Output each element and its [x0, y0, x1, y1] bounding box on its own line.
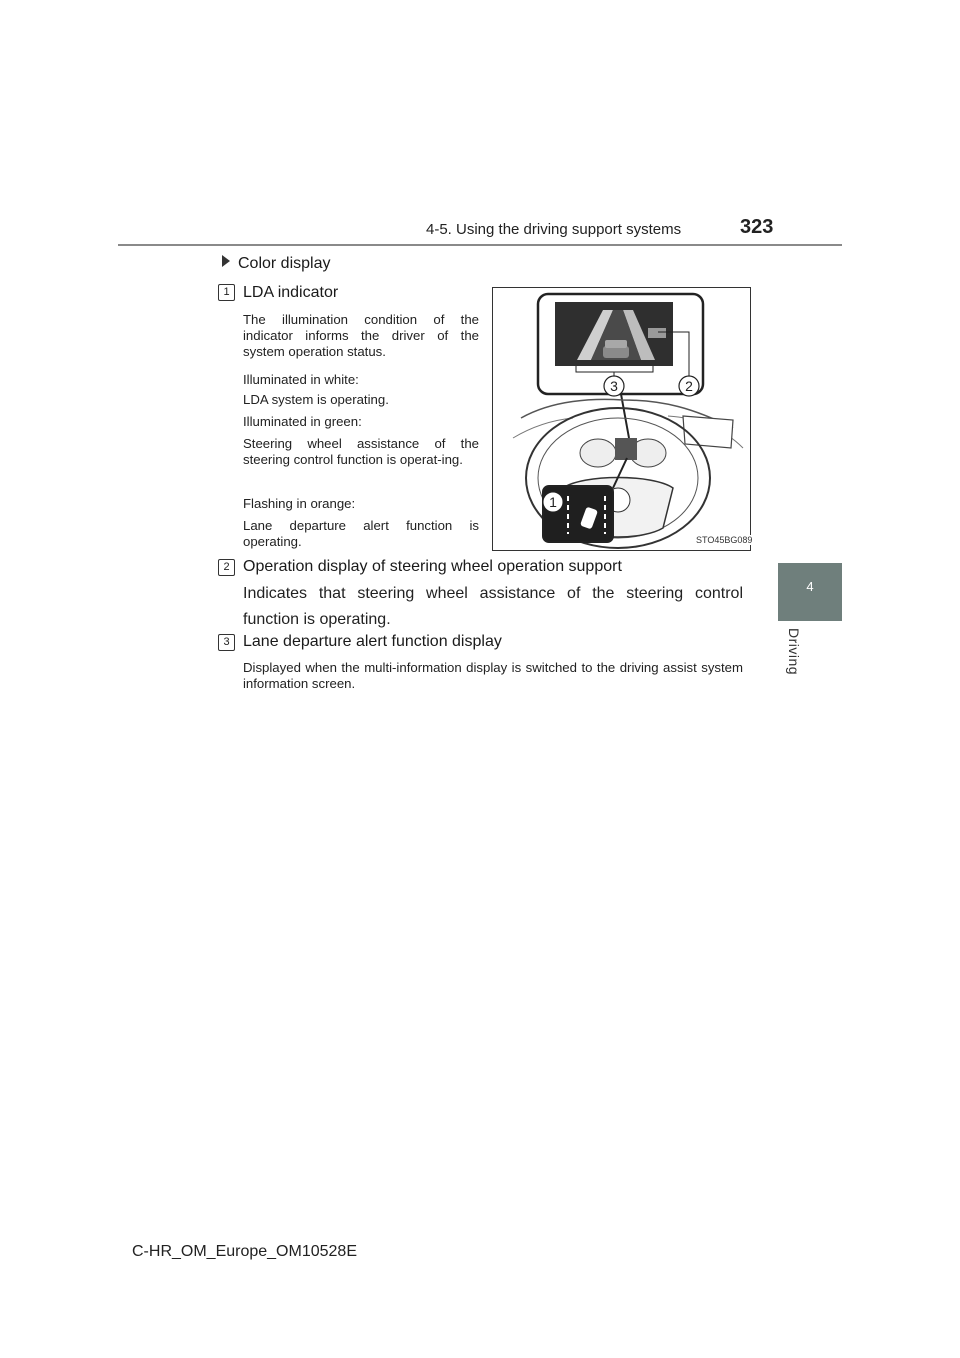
- item-1-number-badge: 1: [218, 284, 235, 301]
- item-3-description: Displayed when the multi-information display is switched to the driving assist system information screen.: [243, 660, 743, 691]
- header-divider: [118, 244, 842, 246]
- section-title: 4-5. Using the driving support systems: [426, 221, 682, 238]
- item-1-state-white-label: Illuminated in white:: [243, 372, 359, 387]
- callout-1-label: 1: [549, 494, 557, 510]
- sub-heading-text: Color display: [238, 255, 331, 272]
- item-1-description: The illumination condition of the indicator informs the driver of the system operation status.: [243, 312, 479, 359]
- item-1-state-green-label: Illuminated in green:: [243, 414, 362, 429]
- item-3-title: Lane departure alert function display: [243, 633, 502, 650]
- chapter-tab: [778, 563, 842, 621]
- item-1-state-green-text: Steering wheel assistance of the steering control function is operat-ing.: [243, 436, 479, 467]
- sub-heading: [222, 255, 330, 273]
- item-1-state-white-text: LDA system is operating.: [243, 392, 389, 407]
- item-2-number-badge: 2: [218, 559, 235, 576]
- page-number: 323: [740, 216, 774, 238]
- instrument-panel-illustration: [492, 287, 751, 551]
- page-header: [0, 0, 960, 250]
- callout-3-label: 3: [610, 378, 618, 394]
- chapter-label: Driving: [786, 628, 802, 676]
- document-id: C-HR_OM_Europe_OM10528E: [132, 1243, 357, 1260]
- callout-2-label: 2: [685, 378, 693, 394]
- item-1-state-orange-text: Lane departure alert function is operating.: [243, 518, 479, 549]
- item-3-number-badge: 3: [218, 634, 235, 651]
- illustration-drawing: [493, 288, 753, 550]
- item-2-description: Indicates that steering wheel assistance of the steering control function is operating.: [243, 585, 743, 628]
- item-1-title: LDA indicator: [243, 284, 339, 301]
- triangle-bullet-icon: [222, 255, 230, 267]
- item-2-title: Operation display of steering wheel operation support: [243, 558, 622, 575]
- item-1-state-orange-label: Flashing in orange:: [243, 496, 356, 511]
- figure-code: STO45BG089: [696, 535, 753, 545]
- chapter-number: 4: [806, 579, 814, 594]
